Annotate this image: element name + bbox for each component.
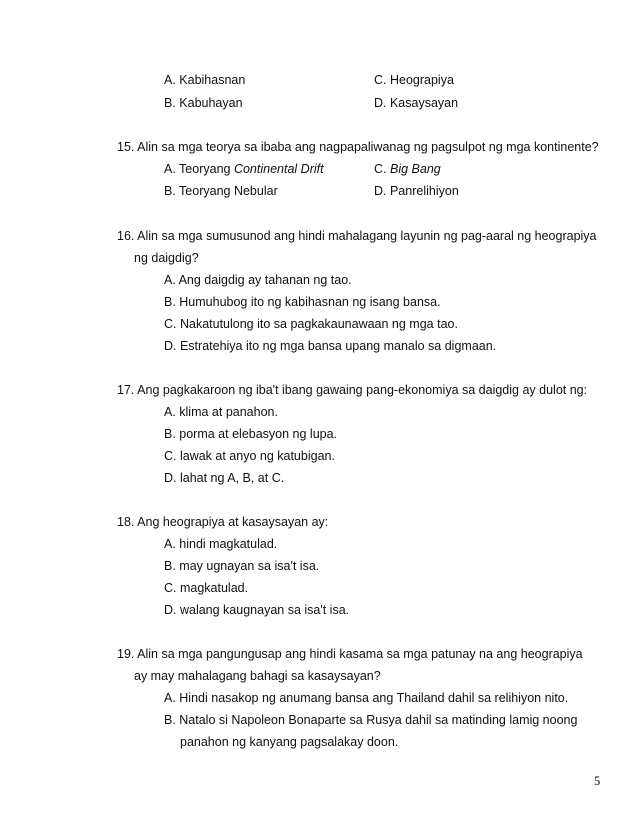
q16-question-line1: 16. Alin sa mga sumusunod ang hindi mahalagang layunin ng pag-aaral ng heograpiya bbox=[117, 229, 597, 243]
q18-option-a: A. hindi magkatulad. bbox=[164, 537, 278, 551]
q16-option-a: A. Ang daigdig ay tahanan ng tao. bbox=[164, 273, 352, 287]
q15-option-c bbox=[374, 161, 441, 177]
q15-option-b: B. Teoryang Nebular bbox=[164, 184, 278, 198]
page-number: 5 bbox=[594, 774, 601, 788]
q17-option-c: C. lawak at anyo ng katubigan. bbox=[164, 449, 335, 463]
q14-option-d: D. Kasaysayan bbox=[374, 96, 459, 110]
q15-option-c-italic: Big Bang bbox=[389, 162, 441, 176]
q19-option-b-line2: panahon ng kanyang pagsalakay doon. bbox=[180, 735, 399, 749]
q19-question-line1: 19. Alin sa mga pangungusap ang hindi kasama sa mga patunay na ang heograpiya bbox=[117, 647, 583, 661]
q19-question-line2: ay may mahalagang bahagi sa kasaysayan? bbox=[134, 669, 381, 683]
q18-question: 18. Ang heograpiya at kasaysayan ay: bbox=[117, 515, 329, 529]
q16-option-b: B. Humuhubog ito ng kabihasnan ng isang bansa. bbox=[164, 295, 441, 309]
q16-question-line2: ng daigdig? bbox=[134, 251, 199, 265]
q15-option-d: D. Panrelihiyon bbox=[374, 184, 459, 198]
q15-option-c-prefix: C. bbox=[374, 162, 390, 176]
q19-option-a: A. Hindi nasakop ng anumang bansa ang Thailand dahil sa relihiyon nito. bbox=[164, 691, 569, 705]
q15-option-a-prefix: A. Teoryang bbox=[164, 162, 234, 176]
q14-option-c: C. Heograpiya bbox=[374, 73, 454, 87]
q17-option-d: D. lahat ng A, B, at C. bbox=[164, 471, 285, 485]
q18-option-b: B. may ugnayan sa isa't isa. bbox=[164, 559, 320, 573]
q14-option-a: A. Kabihasnan bbox=[164, 73, 246, 87]
q19-option-b-line1: B. Natalo si Napoleon Bonaparte sa Rusya dahil sa matinding lamig noong bbox=[164, 713, 578, 727]
q17-option-b: B. porma at elebasyon ng lupa. bbox=[164, 427, 338, 441]
q16-option-c: C. Nakatutulong ito sa pagkakaunawaan ng mga tao. bbox=[164, 317, 458, 331]
q15-option-a-italic: Continental Drift bbox=[233, 162, 324, 176]
q17-option-a: A. klima at panahon. bbox=[164, 405, 278, 419]
q18-option-d: D. walang kaugnayan sa isa't isa. bbox=[164, 603, 350, 617]
q15-option-a bbox=[164, 161, 324, 177]
q15-question: 15. Alin sa mga teorya sa ibaba ang nagpapaliwanag ng pagsulpot ng mga kontinente? bbox=[117, 140, 599, 154]
q18-option-c: C. magkatulad. bbox=[164, 581, 249, 595]
q17-question: 17. Ang pagkakaroon ng iba't ibang gawaing pang-ekonomiya sa daigdig ay dulot ng: bbox=[117, 383, 588, 397]
q14-option-b: B. Kabuhayan bbox=[164, 96, 243, 110]
q16-option-d: D. Estratehiya ito ng mga bansa upang manalo sa digmaan. bbox=[164, 339, 497, 353]
